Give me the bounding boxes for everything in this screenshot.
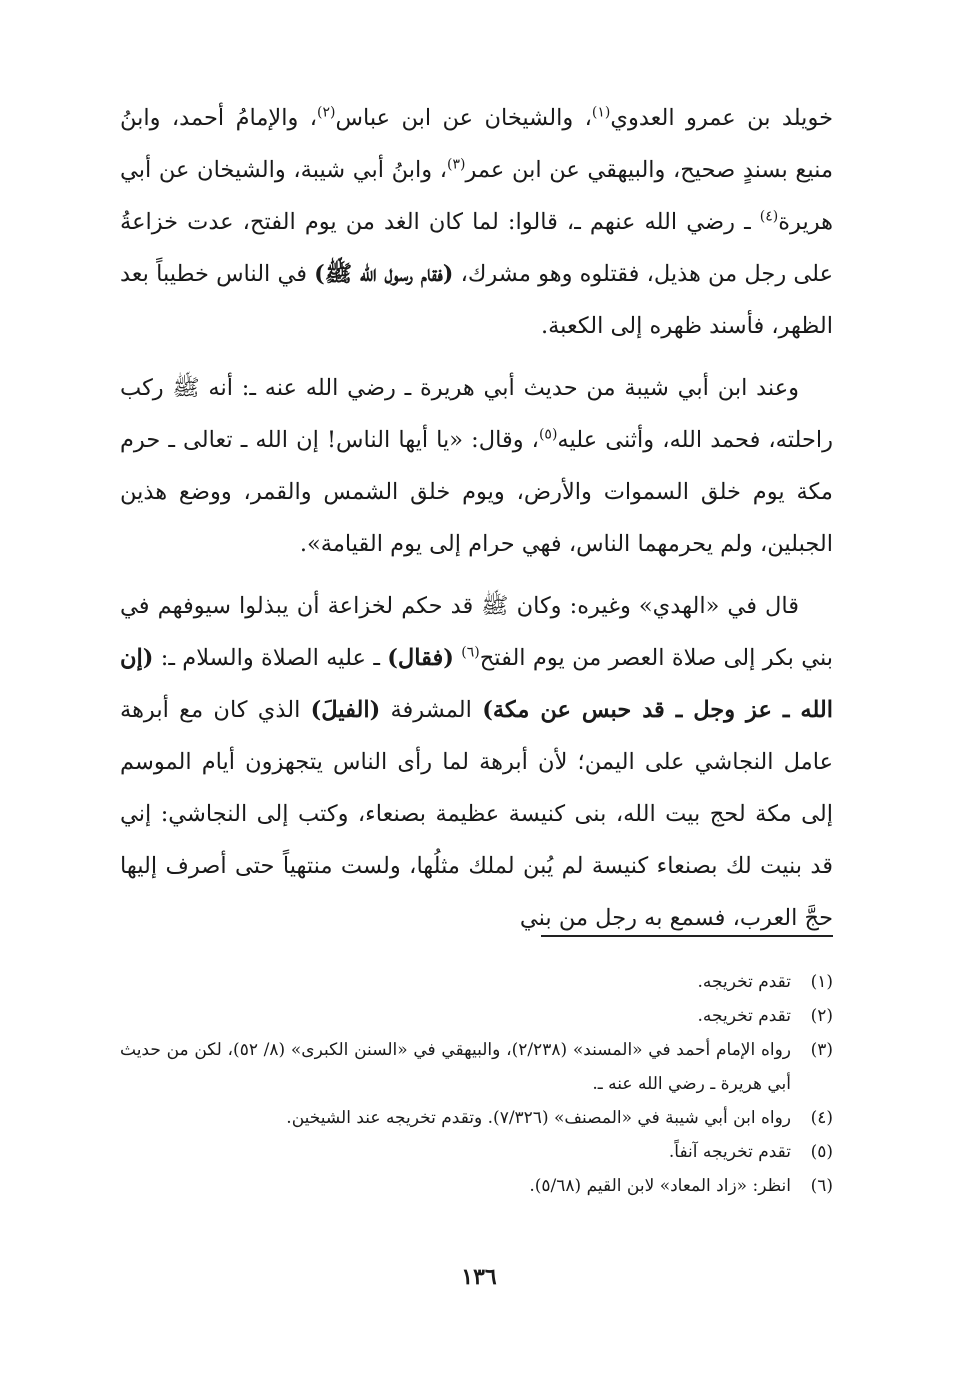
footnote-number: (١) — [810, 972, 833, 992]
bold-quote: (الفيلَ) — [310, 697, 381, 723]
footnote-number: (٢) — [810, 1006, 833, 1026]
text-run: وعند ابن أبي شيبة من حديث أبي هريرة ـ رضي الله عنه ـ: أنه ﷺ ركب راحلته، فحمد الله، وأثنى عليه — [120, 375, 834, 453]
footnote-text: تقدم تخريجه. — [697, 1006, 791, 1026]
bold-quote: (فقام رسول الله ﷺ) — [314, 261, 454, 287]
footnote-number: (٥) — [810, 1142, 833, 1162]
text-run: المشرفة — [380, 697, 483, 723]
footnote-ref-5[interactable]: (٥) — [538, 426, 558, 443]
footnote-text: تقدم تخريجه. — [697, 972, 791, 992]
footnotes-section — [120, 965, 833, 1203]
footnote-1 — [120, 965, 833, 999]
footnote-ref-6[interactable]: (٦) — [461, 644, 480, 661]
footnote-6 — [120, 1169, 833, 1203]
footnote-number: (٣) — [810, 1040, 833, 1060]
footnote-text: انظر: «زاد المعاد» لابن القيم (٥/٦٨). — [529, 1176, 791, 1196]
text-run: في الناس خطيباً بعد الظهر، فأسند ظهره إلى الكعبة. — [120, 261, 833, 339]
footnote-2 — [120, 999, 833, 1033]
paragraph-3 — [120, 580, 833, 944]
footnote-ref-1[interactable]: (١) — [591, 104, 611, 121]
footnote-separator — [541, 935, 833, 937]
text-run: ، والشيخان عن ابن عباس — [335, 105, 592, 131]
bold-quote: (فقال) — [387, 645, 454, 671]
footnote-ref-2[interactable]: (٢) — [317, 104, 336, 121]
page-number: ١٣٦ — [461, 1264, 497, 1290]
footnote-text: رواه ابن أبي شيبة في «المصنف» (٧/٣٢٦). وتقدم تخريجه عند الشيخين. — [286, 1108, 791, 1128]
footnote-ref-4[interactable]: (٤) — [759, 208, 779, 225]
text-run: ـ رضي الله عنهم ـ، قالوا: لما كان الغد من يوم الفتح، عدت خزاعةُ على رجل من هذيل، فقتلوه وهو مشرك، — [120, 209, 833, 287]
footnote-text: رواه الإمام أحمد في «المسند» (٢/٢٣٨)، والبيهقي في «السنن الكبرى» (٨/ ٥٢)، لكن من حديث أبي هريرة ـ رضي الله عنه ـ. — [120, 1040, 791, 1094]
footnote-5 — [120, 1135, 833, 1169]
footnote-number: (٤) — [810, 1108, 833, 1128]
text-run: الذي كان مع أبرهة عامل النجاشي على اليمن؛ لأن أبرهة لما رأى الناس يتجهزون أيام الموسم إلى مكة لحج بيت الله، بنى كنيسة عظيمة بصنعاء، وكتب إلى النجاشي: إني قد بنيت لك بصنعاء كنيسة لم يُبن لملك مثلُها، ولست منتهياً حتى أصرف إليها حجَّ العرب، فسمع به رجل من بني — [120, 697, 833, 931]
paragraph-2 — [120, 362, 833, 570]
paragraph-1 — [120, 92, 833, 352]
footnote-4 — [120, 1101, 833, 1135]
footnote-ref-3[interactable]: (٣) — [447, 156, 466, 173]
text-run: ـ عليه الصلاة والسلام ـ: — [153, 645, 388, 671]
footnote-number: (٦) — [810, 1176, 833, 1196]
text-run: خويلد بن عمرو العدوي — [610, 105, 833, 131]
text-run: قال في «الهدي» وغيره: وكان ﷺ قد حكم لخزاعة أن يبذلوا سيوفهم في بني بكر إلى صلاة العصر من يوم الفتح — [120, 593, 834, 671]
bold-quote: (إن الله ـ عز وجل ـ قد حبس عن مكة) — [120, 645, 833, 723]
text-run: ، وابنُ أبي شيبة، والشيخان عن أبي هريرة — [120, 157, 833, 235]
footnote-text: تقدم تخريجه آنفاً. — [668, 1142, 791, 1162]
main-text — [120, 92, 833, 944]
footnote-3 — [120, 1033, 833, 1101]
text-run: ، والإمامُ أحمد، وابنُ منيع بسندٍ صحيح، والبيهقي عن ابن عمر — [120, 105, 833, 183]
text-run: ، وقال: «يا أيها الناس! إن الله ـ تعالى ـ حرم مكة يوم خلق السموات والأرض، ويوم خلق الشمس والقمر، ووضع هذين الجبلين، ولم يحرمهما الناس، فهي حرام إلى يوم القيامة». — [120, 427, 833, 557]
